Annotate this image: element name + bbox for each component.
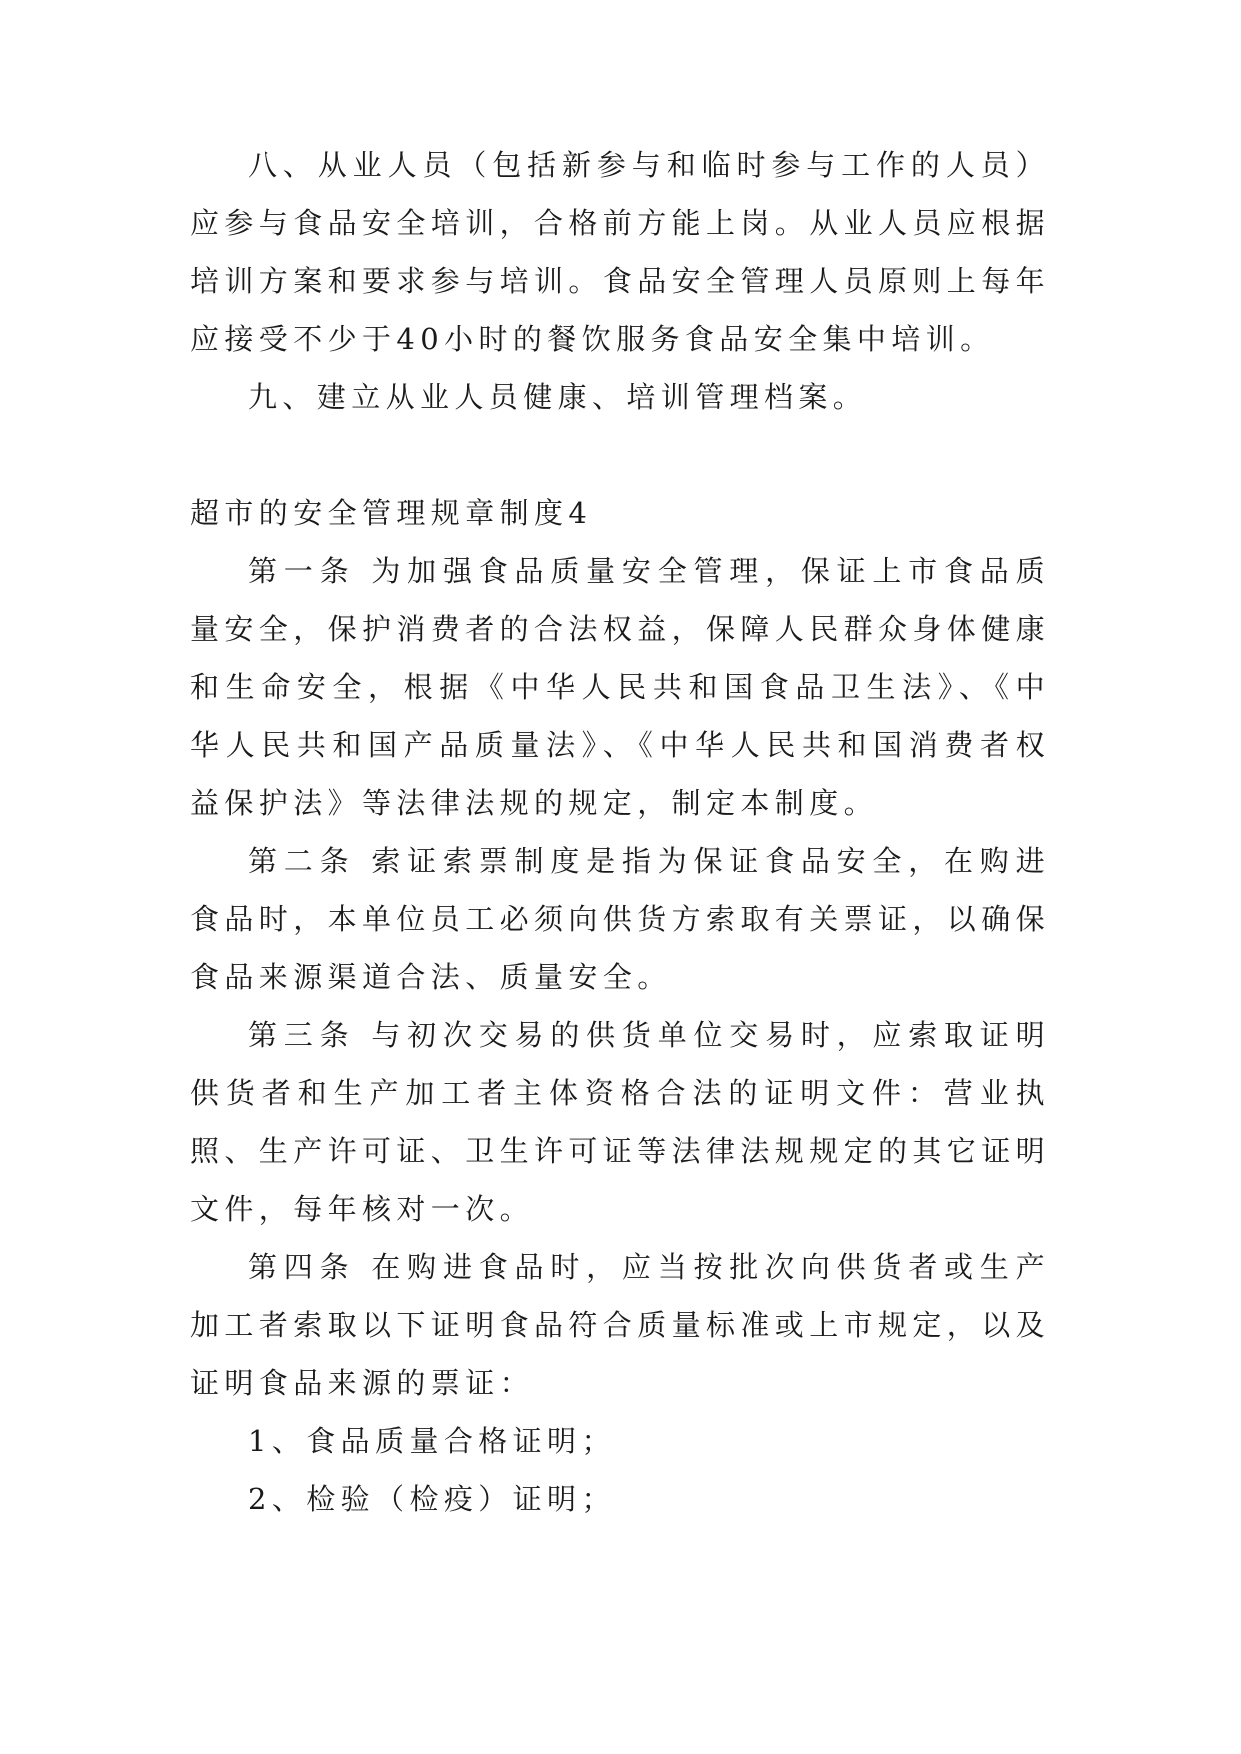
document-body	[190, 136, 1050, 1528]
article-3: 第三条 与初次交易的供货单位交易时，应索取证明供货者和生产加工者主体资格合法的证明文件：营业执照、生产许可证、卫生许可证等法律法规规定的其它证明文件，每年核对一次。	[190, 1018, 1051, 1226]
section-heading: 超市的安全管理规章制度4	[190, 496, 593, 530]
article-2: 第二条 索证索票制度是指为保证食品安全，在购进食品时，本单位员工必须向供货方索取有关票证，以确保食品来源渠道合法、质量安全。	[190, 844, 1051, 994]
paragraph-item-8: 八、从业人员（包括新参与和临时参与工作的人员）应参与食品安全培训，合格前方能上岗。从业人员应根据培训方案和要求参与培训。食品安全管理人员原则上每年应接受不少于40小时的餐饮服务食品安全集中培训。	[190, 148, 1051, 356]
list-item-2: 2、检验（检疫）证明；	[248, 1482, 616, 1516]
article-4: 第四条 在购进食品时，应当按批次向供货者或生产加工者索取以下证明食品符合质量标准或上市规定，以及证明食品来源的票证：	[190, 1250, 1051, 1400]
list-item-1: 1、食品质量合格证明；	[248, 1424, 616, 1458]
paragraph-item-9: 九、建立从业人员健康、培训管理档案。	[248, 380, 868, 414]
article-1: 第一条 为加强食品质量安全管理，保证上市食品质量安全，保护消费者的合法权益，保障人民群众身体健康和生命安全，根据《中华人民共和国食品卫生法》、《中华人民共和国产品质量法》、《中华人民共和国消费者权益保护法》等法律法规的规定，制定本制度。	[190, 554, 1051, 820]
paragraph-gap	[190, 426, 1050, 484]
